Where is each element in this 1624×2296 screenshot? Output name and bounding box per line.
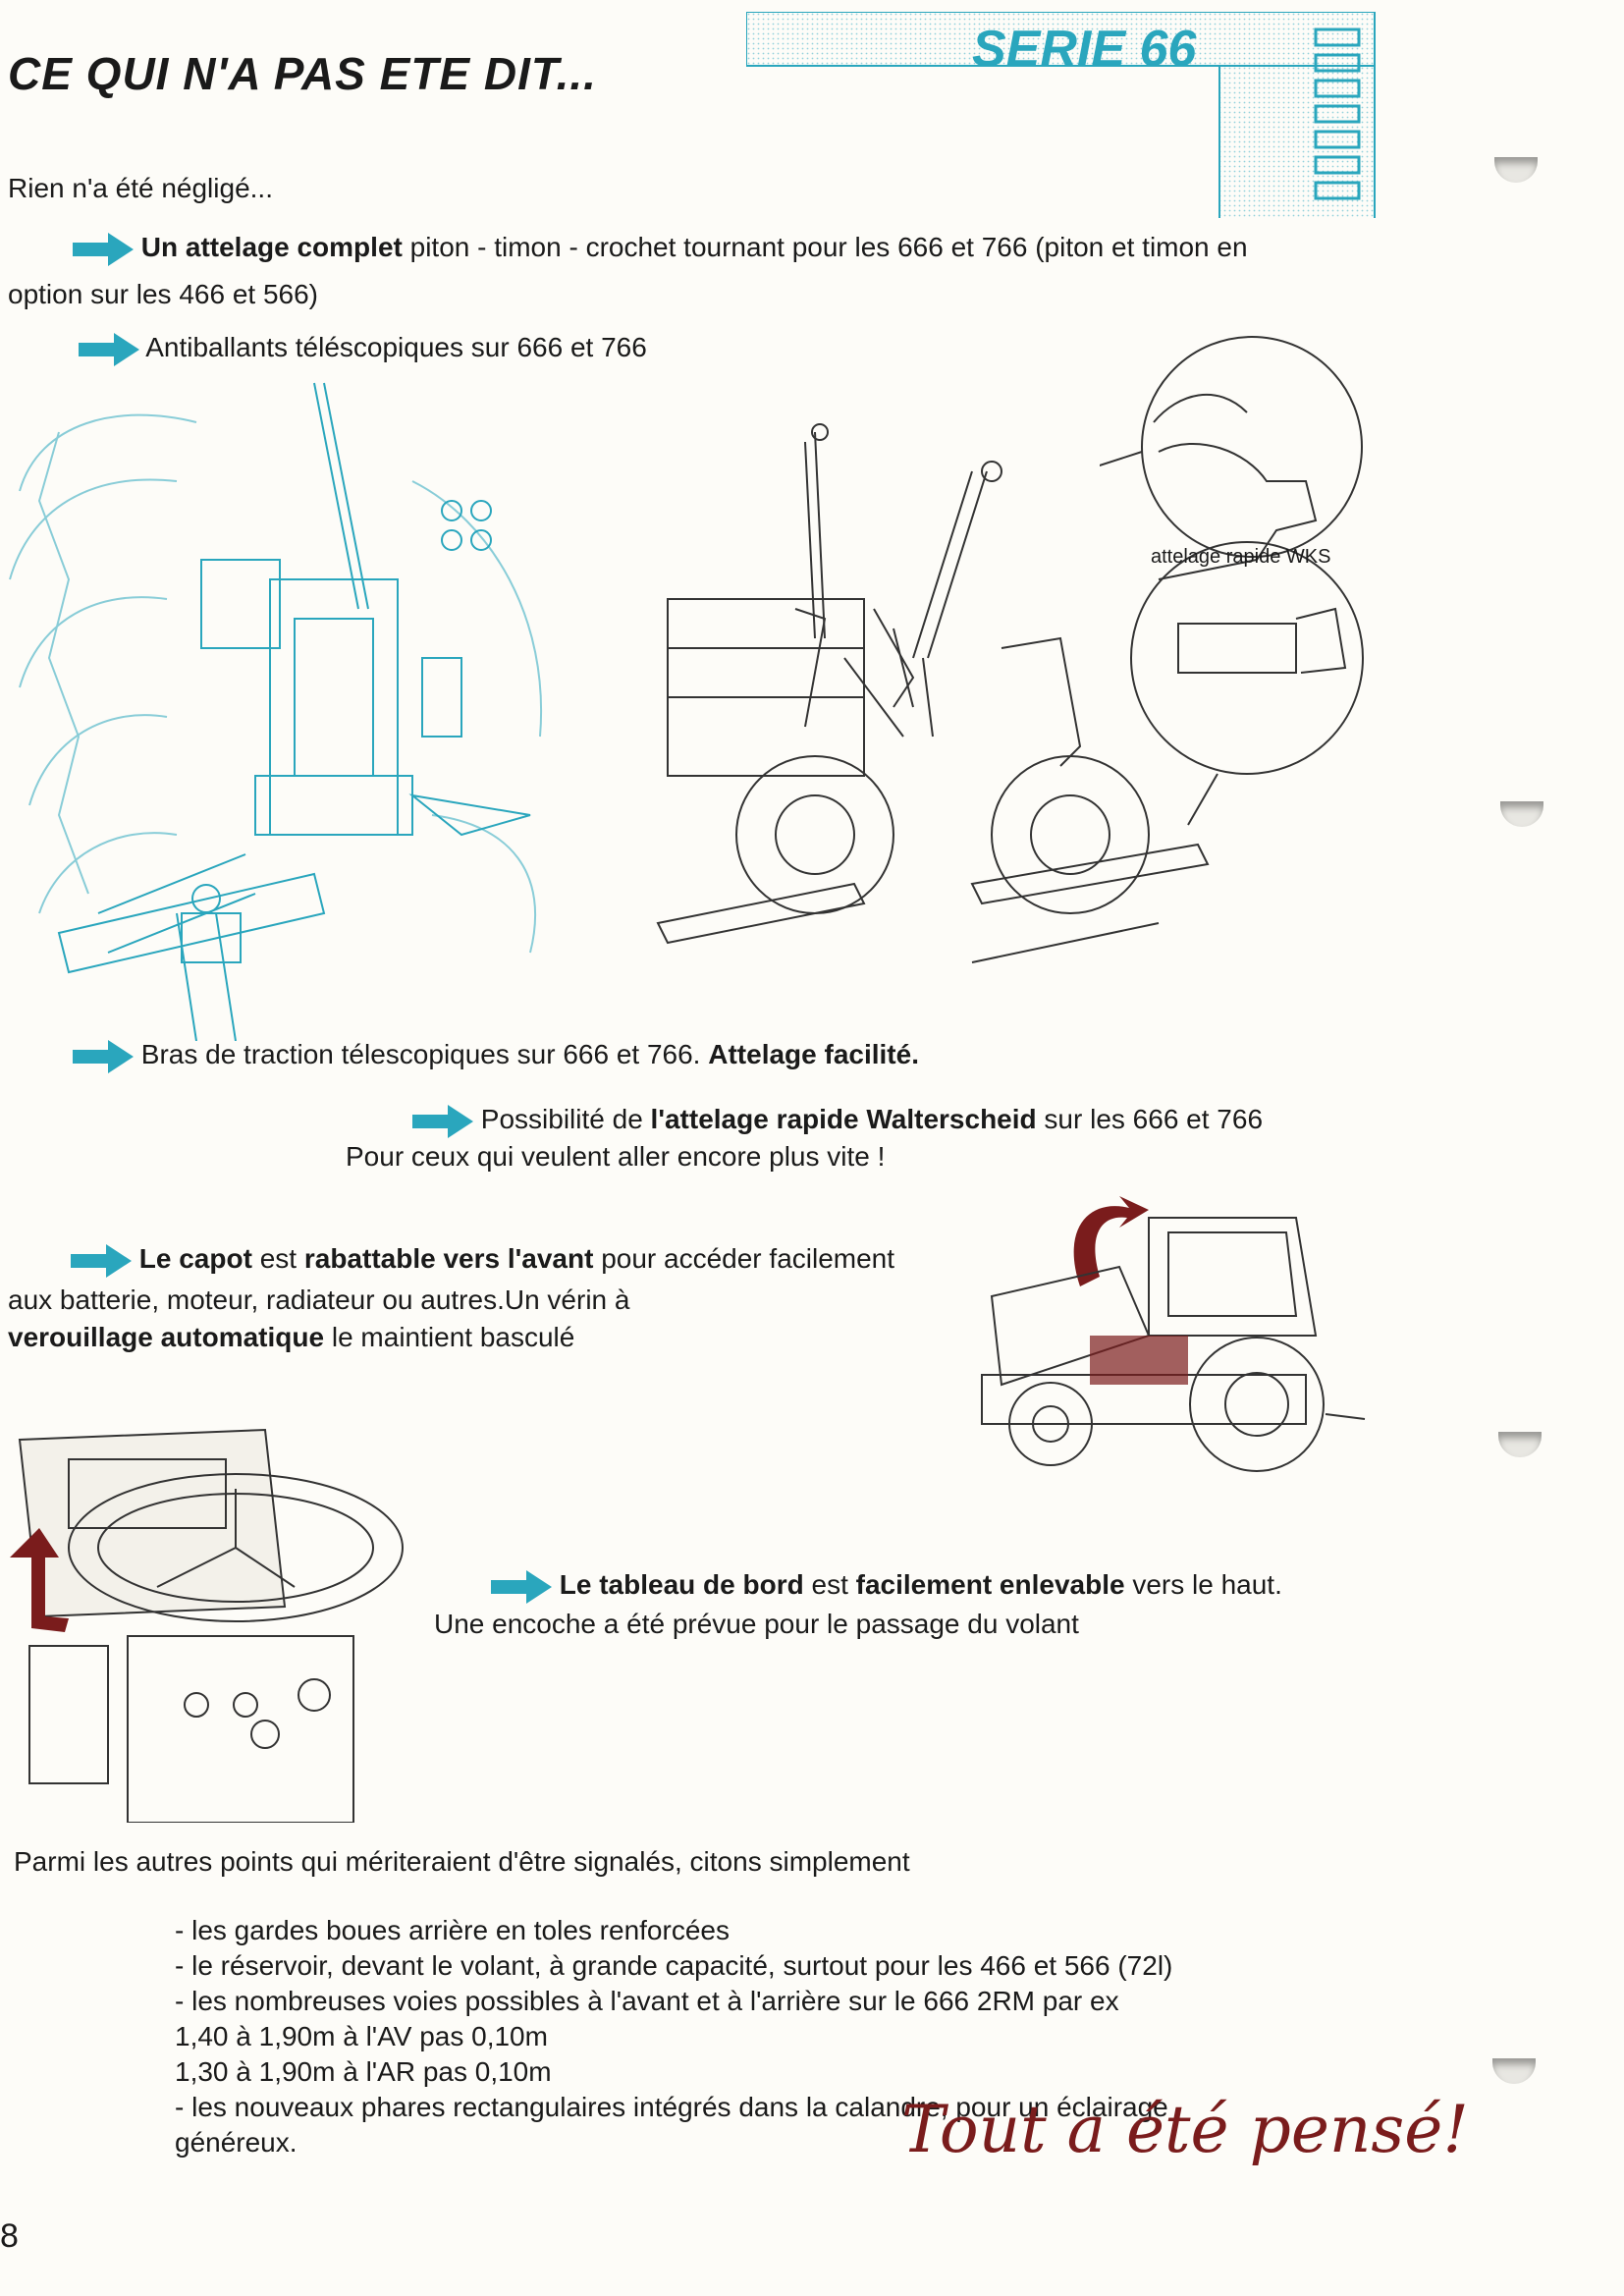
feature-antisway [79, 330, 647, 366]
feature-dashboard-line2: Une encoche a été prévue pour le passage du volant [434, 1609, 1079, 1639]
feature-antisway-text: Antiballants téléscopiques sur 666 et 766 [145, 332, 647, 362]
feature-hood-mid: est [251, 1243, 304, 1274]
feature-hitch-text: piton - timon - crochet tournant pour les 666 et 766 (piton et timon en [402, 232, 1248, 262]
feature-dashboard-rest: vers le haut. [1124, 1569, 1282, 1600]
list-item: - les gardes boues arrière en toles renforcées [175, 1915, 730, 1945]
feature-dashboard [491, 1567, 1282, 1604]
feature-quick-hitch-post: sur les 666 et 766 [1036, 1104, 1264, 1134]
wks-detail-circles [1100, 334, 1434, 835]
arrow-icon [73, 233, 134, 266]
arrow-icon [412, 1105, 473, 1138]
feature-dashboard-mid: est [803, 1569, 856, 1600]
slogan: Tout a été pensé! [901, 2092, 1469, 2167]
feature-dashboard-bold2: facilement enlevable [855, 1569, 1125, 1600]
list-item: - les nouveaux phares rectangulaires intégrés dans la calandre, pour un éclairage [175, 2092, 1168, 2122]
arrow-icon [73, 1040, 134, 1073]
feature-quick-hitch-bold: l'attelage rapide Walterscheid [650, 1104, 1037, 1134]
binder-hole [1492, 2058, 1536, 2084]
tractor-illustration [972, 1188, 1384, 1483]
page-number: 8 [0, 2217, 19, 2255]
dashboard-illustration [0, 1410, 412, 1823]
arrow-icon [71, 1244, 132, 1278]
arrow-icon [79, 333, 139, 366]
feature-hood-line3 [8, 1320, 574, 1355]
list-item: généreux. [175, 2127, 298, 2158]
arrow-icon [491, 1570, 552, 1604]
binder-hole [1494, 157, 1538, 183]
binder-hole [1498, 1432, 1542, 1457]
feature-hood-line3-rest: le maintient basculé [324, 1322, 575, 1352]
feature-hood-rest: pour accéder facilement [593, 1243, 895, 1274]
feature-hitch [73, 230, 1248, 266]
hitch-drawing [0, 363, 589, 1041]
feature-hood-bold1: Le capot [138, 1243, 252, 1274]
feature-arms [73, 1037, 919, 1073]
feature-hood-line2: aux batterie, moteur, radiateur ou autres.Un vérin à [8, 1285, 630, 1315]
feature-hood-bold2: rabattable vers l'avant [303, 1243, 594, 1274]
feature-arms-text: Bras de traction télescopiques sur 666 et 766. [140, 1039, 709, 1069]
intro-text: Rien n'a été négligé... [8, 173, 273, 203]
feature-quick-hitch-line2: Pour ceux qui veulent aller encore plus vite ! [346, 1141, 886, 1172]
list-item: 1,30 à 1,90m à l'AR pas 0,10m [175, 2056, 552, 2087]
others-intro: Parmi les autres points qui mériteraient d'être signalés, citons simplement [14, 1846, 910, 1877]
feature-quick-hitch-pre: Possibilité de [480, 1104, 651, 1134]
feature-hood-line3-bold: verouillage automatique [8, 1322, 325, 1352]
page-title: CE QUI N'A PAS ETE DIT... [8, 48, 597, 99]
feature-arms-bold: Attelage facilité. [708, 1039, 919, 1069]
list-item: - le réservoir, devant le volant, à grande capacité, surtout pour les 466 et 566 (72l) [175, 1950, 1173, 1981]
list-item: 1,40 à 1,90m à l'AV pas 0,10m [175, 2021, 548, 2051]
feature-hitch-bold: Un attelage complet [140, 232, 403, 262]
feature-hitch-line2: option sur les 466 et 566) [8, 279, 318, 309]
feature-dashboard-bold1: Le tableau de bord [559, 1569, 804, 1600]
series-label: SERIE 66 [972, 21, 1197, 78]
figure-caption: attelage rapide WKS [1151, 546, 1331, 568]
feature-quick-hitch [412, 1102, 1263, 1138]
list-item: - les nombreuses voies possibles à l'avant et à l'arrière sur le 666 2RM par ex [175, 1986, 1119, 2016]
binder-hole [1500, 801, 1543, 827]
feature-hood [71, 1241, 894, 1278]
